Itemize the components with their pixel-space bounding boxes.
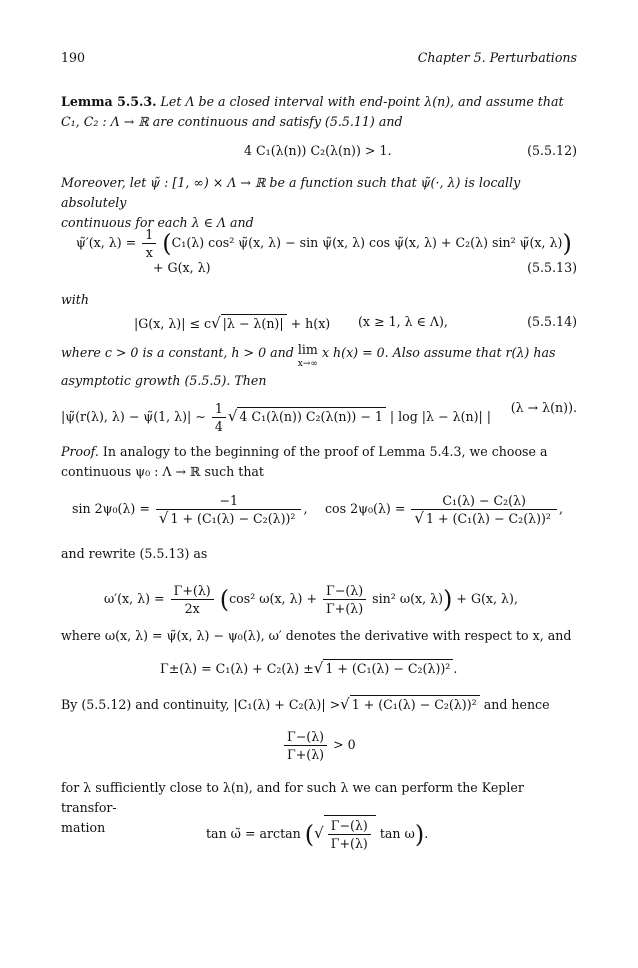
eq13-lhs: ψ̃′(x, λ) = (76, 235, 137, 250)
cos-fraction: $\frac{\text{C₁(λ) − C₂(λ)}}{\text{√ 1 + (C₁(λ) − C₂(λ))²}}$ (411, 492, 557, 527)
cos-den: 1 + (C₁(λ) − C₂(λ))² (424, 509, 554, 526)
lemma-line-2: C₁, C₂ : Λ → ℝ are continuous and satisfy (5.5.11) and (61, 114, 403, 129)
omega-inner-fraction (323, 582, 366, 617)
by-b: and hence (483, 697, 550, 712)
eq13-body: C₁(λ) cos² ψ̃(x, λ) − sin ψ̃(x, λ) cos ψ̃(x, λ) + C₂(λ) sin² ψ̃(x, λ) (171, 235, 563, 250)
lemma-moreover (61, 173, 577, 233)
proof-label: Proof. (61, 444, 99, 459)
omega-body-b: sin² ω(x, λ) (372, 591, 444, 606)
lim-word: lim (297, 342, 318, 357)
sin-num: −1 (156, 492, 302, 510)
kepler-end: . (424, 826, 429, 841)
lemma-statement (61, 92, 577, 132)
proof-intro (61, 442, 577, 482)
gamma-sqrt: 1 + (C₁(λ) − C₂(λ))² (323, 659, 453, 676)
result-fraction (212, 400, 226, 435)
result-condition: (λ → λ(n)). (510, 400, 577, 415)
equation-gamma: Γ±(λ) = C₁(λ) + C₂(λ) ±√ 1 + (C₁(λ) − C₂(λ))² . (160, 659, 458, 677)
omega-inner-num: Γ−(λ) (323, 582, 366, 600)
equation-5-5-12: 4 C₁(λ(n)) C₂(λ(n)) > 1. (244, 143, 392, 158)
omega-num: Γ+(λ) (171, 582, 214, 600)
equation-number-5-5-14: (5.5.14) (527, 314, 577, 329)
where-line-2: asymptotic growth (5.5.5). Then (61, 373, 267, 388)
lemma-label: Lemma 5.5.3. (61, 94, 157, 109)
by-a: By (5.5.12) and continuity, |C₁(λ) + C₂(λ)| > (61, 697, 341, 712)
moreover-line-1: Moreover, let ψ̃ : [1, ∞) × Λ → ℝ be a function such that ψ̃(·, λ) is locally absolutely (61, 175, 521, 210)
kepler-rest: tan ω (379, 826, 415, 841)
sin-den: 1 + (C₁(λ) − C₂(λ))² (168, 509, 298, 526)
for-line-2: mation (61, 820, 106, 835)
omega-den: 2x (184, 601, 200, 616)
page-number: 190 (61, 50, 86, 65)
result-sqrt: 4 C₁(λ(n)) C₂(λ(n)) − 1 (237, 407, 385, 424)
rewrite-text: and rewrite (5.5.13) as (61, 546, 208, 561)
result-frac-den: 4 (214, 419, 223, 434)
lemma-result: |ψ̃(r(λ), λ) − ψ̃(1, λ)| ∼ $\frac{1}{4}$ √ 4 C₁(λ(n)) C₂(λ(n)) − 1 | log |λ − λ(n)| | (61, 401, 492, 434)
kepler-fraction (328, 817, 371, 852)
result-lhs: |ψ̃(r(λ), λ) − ψ̃(1, λ)| ∼ (61, 409, 206, 424)
result-log: | log |λ − λ(n)| | (389, 409, 492, 424)
kepler-den: Γ+(λ) (330, 836, 368, 851)
moreover-line-2: continuous for each λ ∈ Λ and (61, 215, 254, 230)
proof-line-2: continuous ψ₀ : Λ → ℝ such that (61, 464, 264, 479)
ineq-fraction (284, 728, 327, 763)
by-sqrt: 1 + (C₁(λ) − C₂(λ))² (350, 695, 480, 712)
cos-num: C₁(λ) − C₂(λ) (411, 492, 557, 510)
omega-lhs: ω′(x, λ) = (104, 591, 165, 606)
kepler-sqrt (324, 815, 376, 852)
cos-lhs: cos 2ψ₀(λ) = (325, 501, 406, 516)
chapter-title: Chapter 5. Perturbations (417, 50, 577, 65)
sin-fraction: $\frac{-1}{\text{√ 1 + (C₁(λ) − C₂(λ))²}}$ (156, 492, 302, 527)
where-omega-text: where ω(x, λ) = ψ̃(x, λ) − ψ₀(λ), ω′ denotes the derivative with respect to x, and (61, 628, 572, 643)
result-frac-num: 1 (212, 400, 226, 418)
with-text: with (61, 292, 89, 307)
equation-kepler: tan ω̃ = arctan (√ $\frac{\Gamma-(\lambda)}{\Gamma+(\lambda)}$ tan ω). (206, 815, 428, 852)
equation-number-5-5-13: (5.5.13) (527, 260, 577, 275)
gamma-end: . (453, 661, 458, 676)
equation-sin-2psi0: sin 2ψ₀(λ) = $\frac{-1}{\text{√ 1 + (C₁(λ) − C₂(λ))²}}$ , (72, 493, 308, 527)
ineq-num: Γ−(λ) (284, 728, 327, 746)
ineq-rest: > 0 (333, 737, 356, 752)
eq14-lhs: |G(x, λ)| ≤ c (134, 316, 212, 331)
eq13-frac-num: 1 (142, 226, 156, 244)
lemma-line-1: Let Λ be a closed interval with end-point λ(n), and assume that (160, 94, 564, 109)
sin-lhs: sin 2ψ₀(λ) = (72, 501, 150, 516)
limit (298, 343, 318, 371)
by-continuity-text: By (5.5.12) and continuity, |C₁(λ) + C₂(λ)| >√ 1 + (C₁(λ) − C₂(λ))² and hence (61, 695, 550, 713)
omega-inner-den: Γ+(λ) (326, 601, 364, 616)
where-line-1b: x h(x) = 0. Also assume that r(λ) has (321, 345, 556, 360)
eq14-sqrt: |λ − λ(n)| (221, 314, 287, 331)
gamma-lhs: Γ±(λ) = C₁(λ) + C₂(λ) ± (160, 661, 314, 676)
omega-rest: + G(x, λ), (456, 591, 518, 606)
eq13-fraction (142, 226, 156, 261)
where-text (61, 343, 577, 391)
eq13-line-2: + G(x, λ) (153, 260, 211, 275)
lim-sub: x→∞ (297, 359, 318, 369)
where-line-1a: where c > 0 is a constant, h > 0 and (61, 345, 294, 360)
equation-cos-2psi0: cos 2ψ₀(λ) = $\frac{\text{C₁(λ) − C₂(λ)}}{\text{√ 1 + (C₁(λ) − C₂(λ))²}}$ , (325, 493, 563, 527)
omega-fraction (171, 582, 214, 617)
omega-body-a: cos² ω(x, λ) + (229, 591, 318, 606)
equation-5-5-13: ψ̃′(x, λ) = $\frac{1}{x}$ (C₁(λ) cos² ψ̃(x, λ) − sin ψ̃(x, λ) cos ψ̃(x, λ) + C₂(λ) sin² ψ̃(x, λ)) (76, 227, 572, 260)
eq14-condition: (x ≥ 1, λ ∈ Λ), (358, 314, 448, 329)
equation-omega-prime: ω′(x, λ) = $\frac{\Gamma+(\lambda)}{2x}$ (cos² ω(x, λ) + $\frac{\Gamma-(\lambda)}{\Gamma+(\lambda)}$ sin² ω(x, λ)) + G(x, λ), (104, 583, 518, 616)
proof-line-1: In analogy to the beginning of the proof of Lemma 5.4.3, we choose a (102, 444, 548, 459)
equation-5-5-14: |G(x, λ)| ≤ c√ |λ − λ(n)| + h(x) (134, 314, 331, 332)
kepler-lhs: tan ω̃ = arctan (206, 826, 301, 841)
kepler-num: Γ−(λ) (328, 817, 371, 835)
equation-number-5-5-12: (5.5.12) (527, 143, 577, 158)
eq13-frac-den: x (145, 245, 153, 260)
equation-gamma-ratio (282, 728, 356, 763)
for-line-1: for λ sufficiently close to λ(n), and for such λ we can perform the Kepler transfor- (61, 780, 524, 815)
ineq-den: Γ+(λ) (287, 747, 325, 762)
eq14-rest: + h(x) (290, 316, 331, 331)
